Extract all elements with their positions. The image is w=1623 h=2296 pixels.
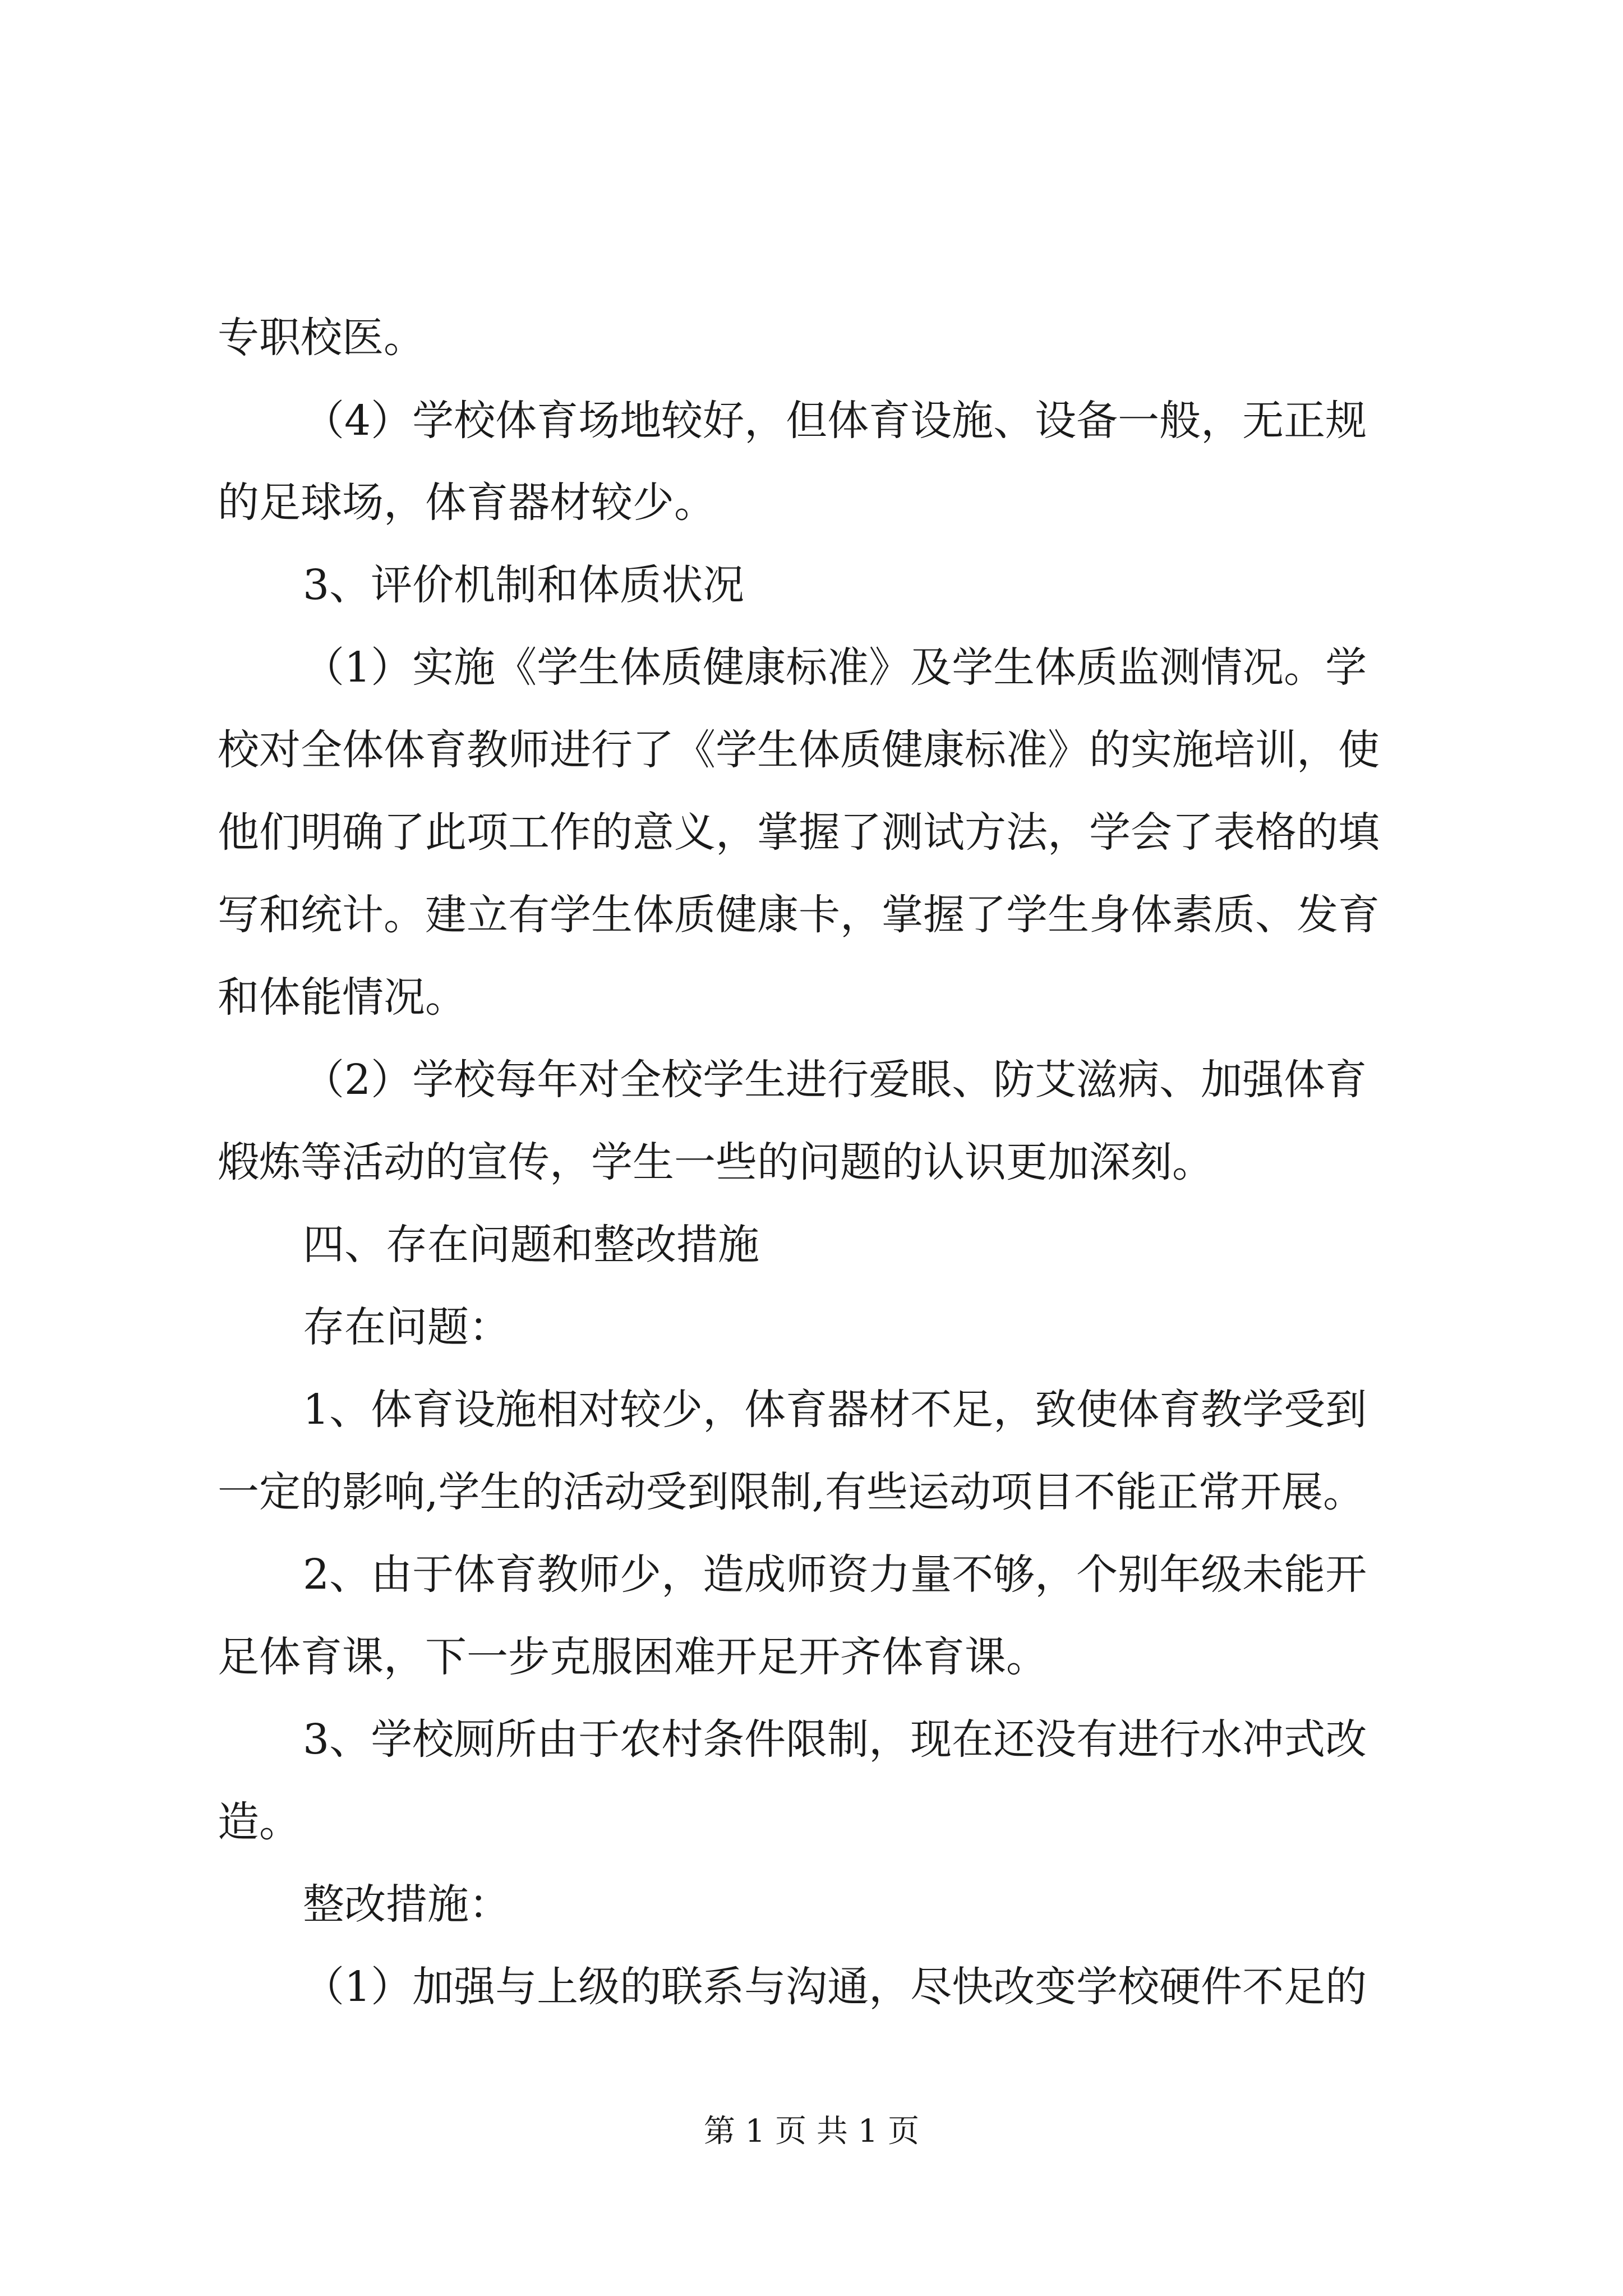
body-line: 煅炼等活动的宣传，学生一些的问题的认识更加深刻。 <box>218 1138 1214 1186</box>
body-line: 校对全体体育教师进行了《学生体质健康标准》的实施培训，使 <box>218 726 1380 774</box>
body-line: 造。 <box>218 1798 301 1846</box>
body-line: 一定的影响,学生的活动受到限制,有些运动项目不能正常开展。 <box>218 1468 1365 1516</box>
body-line: 足体育课，下一步克服困难开足开齐体育课。 <box>218 1633 1048 1681</box>
body-line: 写和统计。建立有学生体质健康卡，掌握了学生身体素质、发育 <box>218 891 1380 939</box>
page-footer: 第 1 页 共 1 页 <box>703 2113 920 2150</box>
body-line: （1）加强与上级的联系与沟通，尽快改变学校硬件不足的 <box>303 1963 1367 2011</box>
section-heading: 3、评价机制和体质状况 <box>303 561 745 609</box>
subheading: 整改措施： <box>303 1880 510 1929</box>
body-line: 和体能情况。 <box>218 973 467 1022</box>
subheading: 存在问题： <box>303 1303 510 1351</box>
body-line: 1、体育设施相对较少，体育器材不足，致使体育教学受到 <box>303 1386 1367 1434</box>
body-line: 专职校医。 <box>218 314 425 362</box>
body-line: 他们明确了此项工作的意义，掌握了测试方法，学会了表格的填 <box>218 808 1380 857</box>
body-line: 3、学校厕所由于农村条件限制，现在还没有进行水冲式改 <box>303 1715 1367 1764</box>
section-heading: 四、存在问题和整改措施 <box>303 1221 759 1269</box>
body-line: （4）学校体育场地较好，但体育设施、设备一般，无正规 <box>303 397 1367 445</box>
body-line: 2、由于体育教师少，造成师资力量不够，个别年级未能开 <box>303 1550 1367 1599</box>
body-line: （2）学校每年对全校学生进行爱眼、防艾滋病、加强体育 <box>303 1056 1367 1104</box>
body-line: 的足球场，体育器材较少。 <box>218 478 716 527</box>
body-line: （1）实施《学生体质健康标准》及学生体质监测情况。学 <box>303 643 1367 692</box>
